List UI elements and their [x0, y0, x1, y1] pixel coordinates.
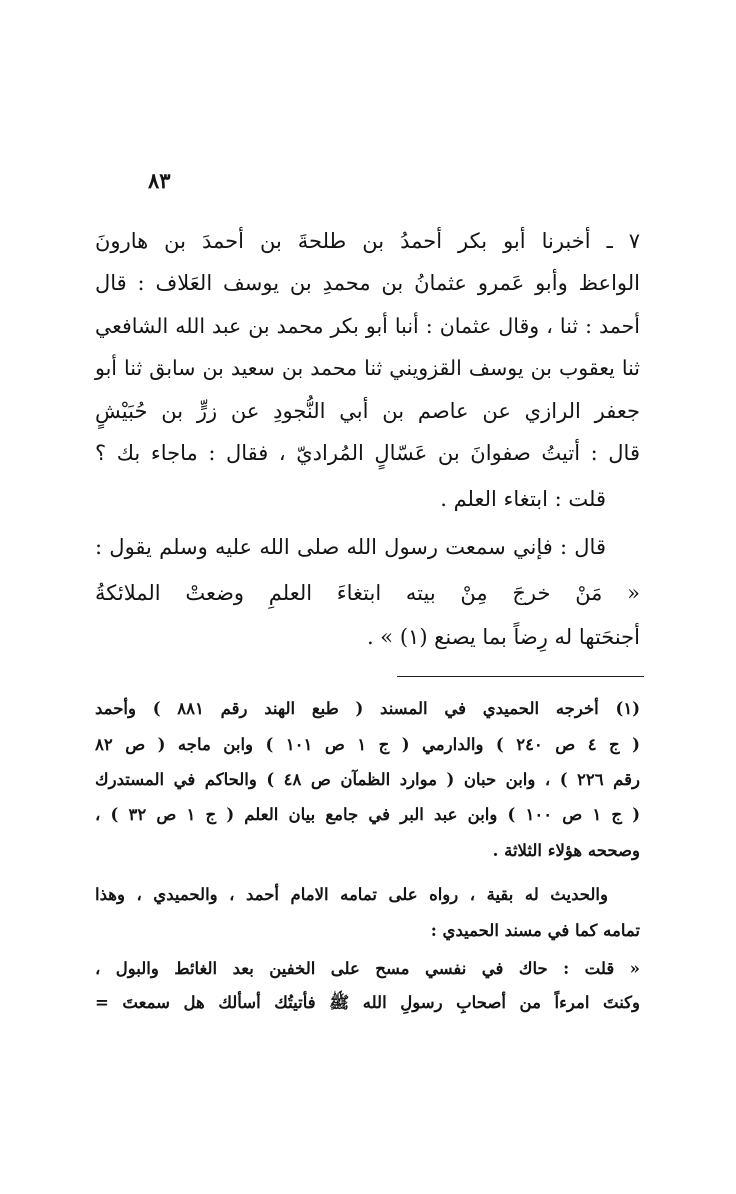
body-line: الواعظ وأبو عَمرو عثمانُ بن محمدِ بن يوسف العَلاف : قال [95, 271, 640, 295]
footnote-line: ( ج ١ ص ١٠٠ ) وابن عبد البر في جامع بيان العلم ( ج ١ ص ٣٢ ) ، [95, 805, 641, 824]
body-line: أحمد : ثنا ، وقال عثمان : أنبا أبو بكر محمد بن عبد الله الشافعي [95, 314, 640, 338]
footnote-separator [397, 676, 644, 677]
body-line: ٧ ـ أخبرنا أبو بكر أحمدُ بن طلحةَ بن أحمدَ بن هارونَ [95, 229, 640, 253]
note-line: والحديث له بقية ، رواه على تمامه الامام أحمد ، والحميدي ، وهذا [95, 885, 608, 904]
body-line: جعفر الرازي عن عاصم بن أبي النُّجودِ عن زرٍّ بن حُبَيْشٍ [95, 399, 640, 423]
body-line: أجنحَتها له رِضاً بما يصنع (١) » . [366, 625, 640, 649]
body-line: قال : أتيتُ صفوانَ بن عَسّالٍ المُراديّ ، فقال : ماجاء بك ؟ [95, 441, 640, 465]
body-line: قال : فإني سمعت رسول الله صلى الله عليه وسلم يقول : [95, 535, 606, 559]
body-line: قلت : ابتغاء العلم . [440, 487, 606, 511]
note-line: وكنتَ امرءاً من أصحابِ رسولِ الله ﷺ فأتيتُك أسألك هل سمعتَ = [95, 993, 640, 1012]
note-line: « قلت : حاك في نفسي مسح على الخفين بعد الغائط والبول ، [95, 959, 640, 978]
note-line: تمامه كما في مسند الحميدي : [430, 921, 640, 940]
body-line: « مَنْ خرجَ مِنْ بيته ابتغاءَ العلمِ وضعتْ الملائكةُ [95, 581, 640, 605]
footnote-line: رقم ٢٢٦ ) ، وابن حبان ( موارد الظمآن ص ٤٨ ) والحاكم في المستدرك [95, 770, 640, 789]
body-line: ثنا يعقوب بن يوسف القزويني ثنا محمد بن سعيد بن سابق ثنا أبو [95, 356, 640, 380]
page-number: ٨٣ [148, 168, 171, 193]
footnote-line: (١) أخرجه الحميدي في المسند ( طبع الهند رقم ٨٨١ ) وأحمد [95, 699, 641, 718]
footnote-line: ( ج ٤ ص ٢٤٠ ) والدارمي ( ج ١ ص ١٠١ ) وابن ماجه ( ص ٨٢ [95, 735, 640, 754]
footnote-line: وصححه هؤلاء الثلاثة . [492, 841, 640, 860]
